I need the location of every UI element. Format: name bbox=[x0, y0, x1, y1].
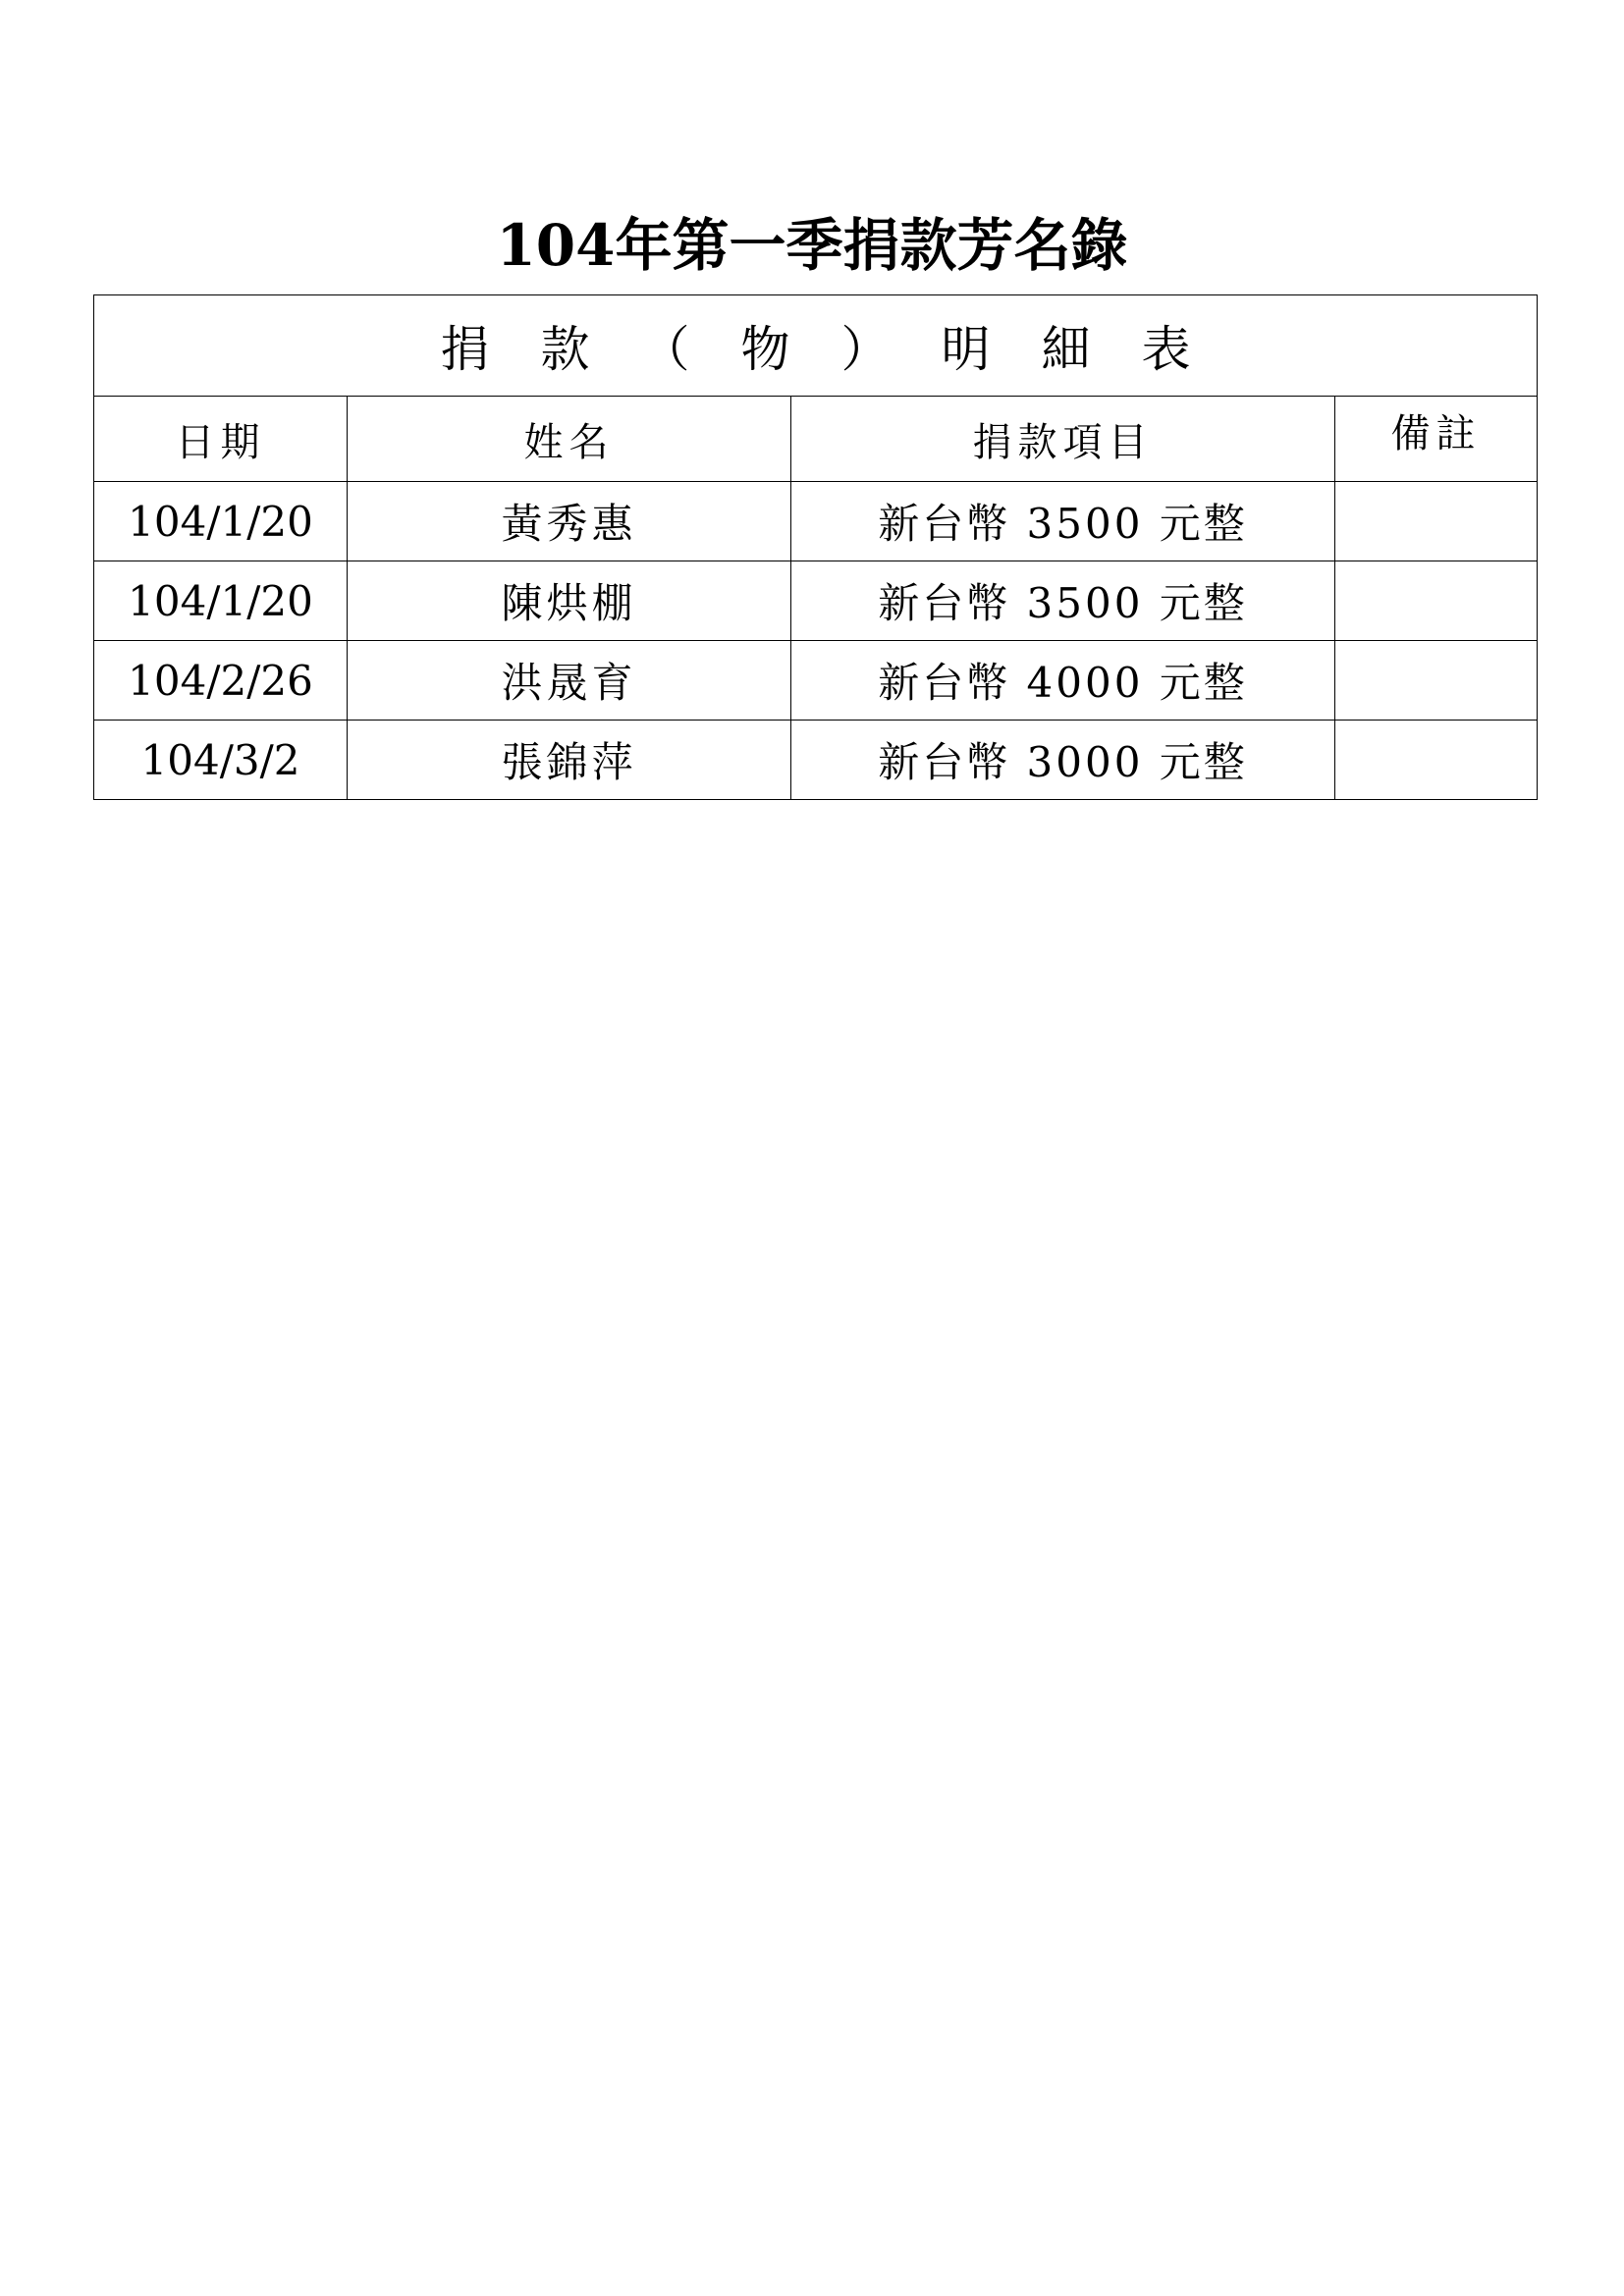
item-cell: 新台幣 3500 元整 bbox=[791, 482, 1335, 561]
document-title: 104年第一季捐款芳名錄 bbox=[496, 212, 1128, 279]
item-cell: 新台幣 3500 元整 bbox=[791, 561, 1335, 641]
table-row bbox=[94, 721, 1538, 800]
donation-details-table bbox=[93, 294, 1538, 800]
column-header-name: 姓名 bbox=[348, 397, 791, 482]
remark-cell bbox=[1335, 482, 1538, 561]
item-cell: 新台幣 3000 元整 bbox=[791, 721, 1335, 800]
table-header-row bbox=[94, 397, 1538, 482]
date-cell: 104/3/2 bbox=[94, 721, 348, 800]
table-row bbox=[94, 482, 1538, 561]
column-header-item: 捐款項目 bbox=[791, 397, 1335, 482]
table-caption: 捐款（物）明細表 bbox=[94, 295, 1538, 397]
name-cell: 洪晟育 bbox=[348, 641, 791, 721]
remark-cell bbox=[1335, 641, 1538, 721]
name-cell: 張錦萍 bbox=[348, 721, 791, 800]
name-cell: 黃秀惠 bbox=[348, 482, 791, 561]
item-cell: 新台幣 4000 元整 bbox=[791, 641, 1335, 721]
name-cell: 陳烘棚 bbox=[348, 561, 791, 641]
remark-cell bbox=[1335, 721, 1538, 800]
date-cell: 104/2/26 bbox=[94, 641, 348, 721]
table-row bbox=[94, 561, 1538, 641]
column-header-date: 日期 bbox=[94, 397, 348, 482]
column-header-remark: 備註 bbox=[1335, 397, 1538, 482]
remark-cell bbox=[1335, 561, 1538, 641]
date-cell: 104/1/20 bbox=[94, 482, 348, 561]
table-caption-row bbox=[94, 295, 1538, 397]
date-cell: 104/1/20 bbox=[94, 561, 348, 641]
table-row bbox=[94, 641, 1538, 721]
